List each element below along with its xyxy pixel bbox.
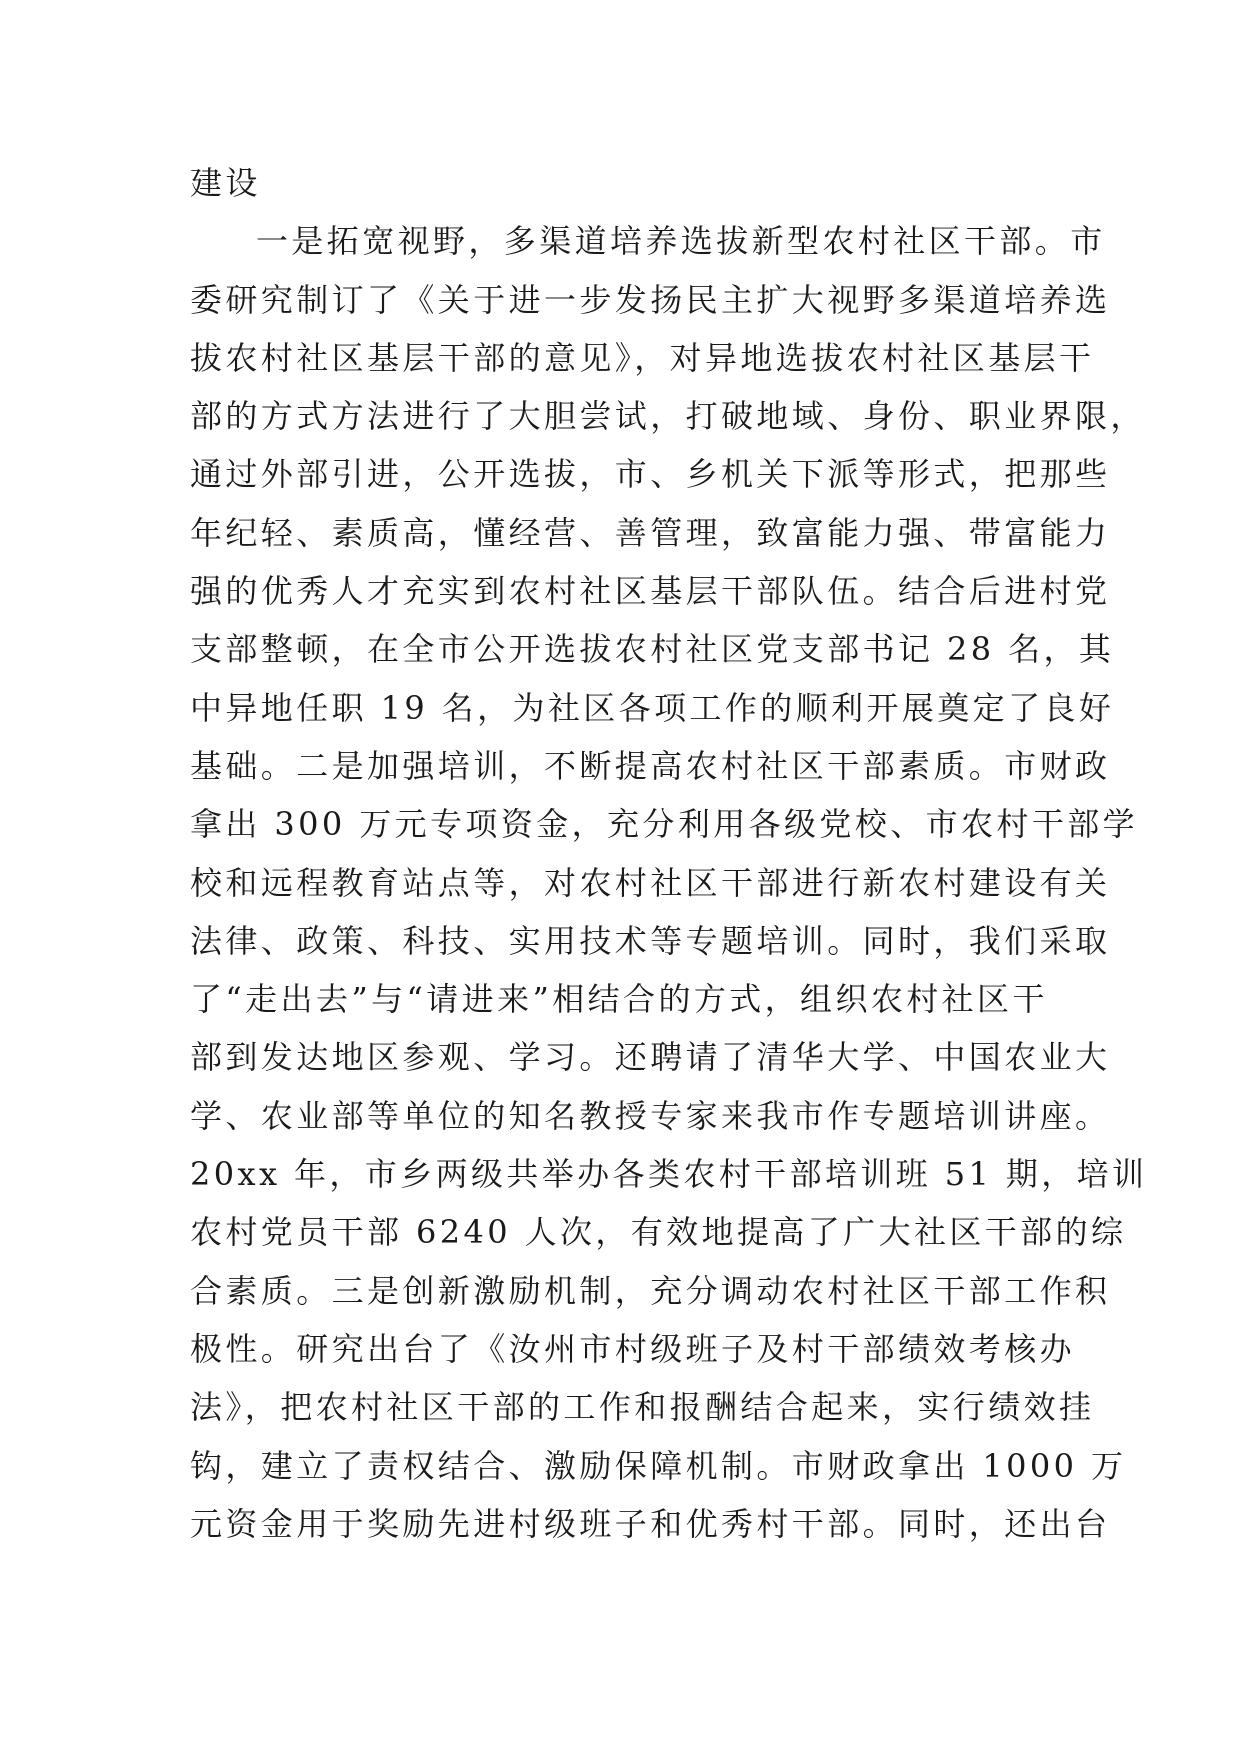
text-line: 钩，建立了责权结合、激励保障机制。市财政拿出 1000 万 (190, 1446, 1127, 1485)
text-line: 部的方式方法进行了大胆尝试，打破地域、身份、职业界限， (190, 397, 1146, 436)
text-line: 20xx 年，市乡两级共举办各类农村干部培训班 51 期，培训 (190, 1155, 1148, 1194)
text-line: 中异地任职 19 名，为社区各项工作的顺利开展奠定了良好 (190, 688, 1115, 727)
text-line: 法》，把农村社区干部的工作和报酬结合起来，实行绩效挂 (190, 1388, 1095, 1427)
text-line: 通过外部引进，公开选拔，市、乡机关下派等形式，把那些 (190, 455, 1111, 494)
text-line: 基础。二是加强培训，不断提高农村社区干部素质。市财政 (190, 746, 1111, 785)
text-line: 委研究制订了《关于进一步发扬民主扩大视野多渠道培养选 (190, 280, 1111, 319)
body-text (190, 154, 1148, 1553)
text-line: 部到发达地区参观、学习。还聘请了清华大学、中国农业大 (190, 1038, 1111, 1077)
text-line: 学、农业部等单位的知名教授专家来我市作专题培训讲座。 (190, 1096, 1111, 1135)
text-line: 年纪轻、素质高，懂经营、善管理，致富能力强、带富能力 (190, 513, 1111, 552)
text-line: 拿出 300 万元专项资金，充分利用各级党校、市农村干部学 (190, 805, 1139, 844)
text-line: 极性。研究出台了《汝州市村级班子及村干部绩效考核办 (190, 1329, 1076, 1368)
text-line: 校和远程教育站点等，对农村社区干部进行新农村建设有关 (190, 863, 1111, 902)
text-line: 法律、政策、科技、实用技术等专题培训。同时，我们采取 (190, 921, 1111, 960)
text-line: 一是拓宽视野，多渠道培养选拔新型农村社区干部。市 (256, 222, 1106, 261)
text-line: 支部整顿，在全市公开选拔农村社区党支部书记 28 名，其 (190, 630, 1115, 669)
text-line: 了“走出去”与“请进来”相结合的方式，组织农村社区干 (190, 980, 1048, 1019)
text-line: 建设 (190, 164, 261, 202)
text-line: 强的优秀人才充实到农村社区基层干部队伍。结合后进村党 (190, 572, 1111, 611)
text-line: 元资金用于奖励先进村级班子和优秀村干部。同时，还出台 (190, 1504, 1111, 1543)
text-line: 农村党员干部 6240 人次，有效地提高了广大社区干部的综 (190, 1213, 1127, 1252)
text-line: 拔农村社区基层干部的意见》，对异地选拔农村社区基层干 (190, 338, 1095, 377)
text-line: 合素质。三是创新激励机制，充分调动农村社区干部工作积 (190, 1271, 1111, 1310)
